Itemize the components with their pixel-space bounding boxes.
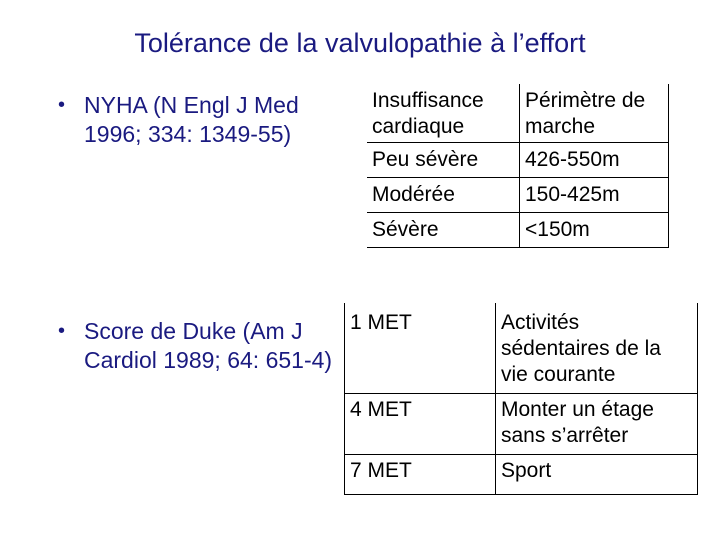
table-cell: Modérée [367, 178, 520, 213]
table-cell: Monter un étage sans s’arrêter [496, 394, 698, 455]
bullet-duke [58, 317, 344, 375]
bullet-nyha-text: NYHA (N Engl J Med 1996; 334: 1349-55) [84, 92, 299, 147]
bullet-duke-text: Score de Duke (Am J Cardiol 1989; 64: 651-4) [84, 318, 333, 373]
bullet-marker: • [58, 94, 66, 116]
bullet-marker: • [58, 320, 66, 342]
table-row [345, 394, 698, 455]
table-cell: 426-550m [520, 143, 669, 178]
duke-table [344, 303, 698, 495]
slide-title: Tolérance de la valvulopathie à l’effort [134, 28, 586, 58]
table-row [367, 178, 669, 213]
table-row [345, 455, 698, 495]
table-cell: Sévère [367, 213, 520, 248]
table-cell: 1 MET [345, 303, 496, 394]
table-row [367, 213, 669, 248]
table-cell: 4 MET [345, 394, 496, 455]
table-cell: Peu sévère [367, 143, 520, 178]
bullet-nyha [58, 91, 314, 149]
table-cell: Activités sédentaires de la vie courante [496, 303, 698, 394]
table-row [367, 143, 669, 178]
header-cell: Périmètre de marche [520, 84, 669, 143]
table-row [345, 303, 698, 394]
table-cell: 7 MET [350, 459, 412, 482]
table-cell: Sport [496, 455, 698, 495]
nyha-table [367, 84, 669, 248]
table-header-row [367, 84, 669, 143]
header-cell: Insuffisance cardiaque [367, 84, 520, 143]
table-cell: <150m [520, 213, 669, 248]
table-cell: 150-425m [520, 178, 669, 213]
